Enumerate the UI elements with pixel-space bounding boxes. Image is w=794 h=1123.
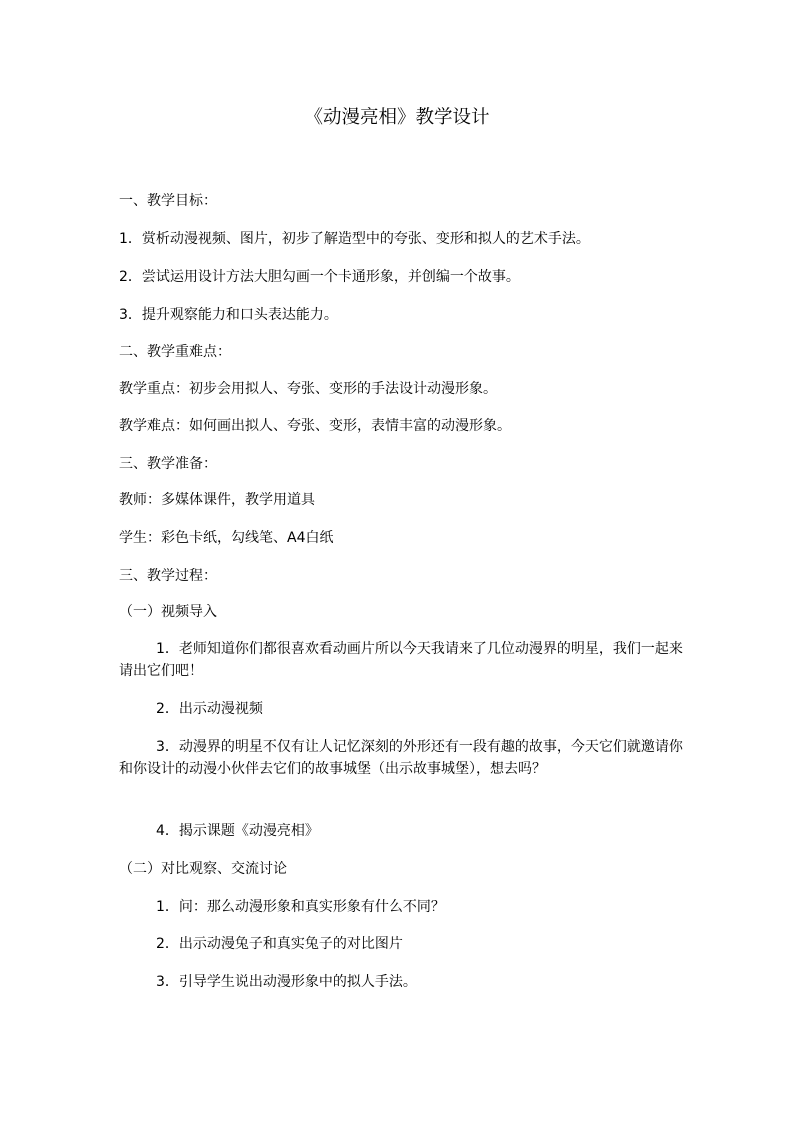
preparation-heading: 三、教学准备： (119, 456, 217, 472)
objective-item-1: 1．赏析动漫视频、图片，初步了解造型中的夸张、变形和拟人的艺术手法。 (119, 231, 590, 247)
key-point: 教学重点：初步会用拟人、夸张、变形的手法设计动漫形象。 (119, 381, 497, 397)
difficult-point: 教学难点：如何画出拟人、夸张、变形，表情丰富的动漫形象。 (119, 418, 511, 434)
part2-item-1: 1．问：那么动漫形象和真实形象有什么不同？ (156, 899, 445, 915)
part1-item-3: 3．动漫界的明星不仅有让人记忆深刻的外形还有一段有趣的故事，今天它们就邀请你和你设计的动漫小伙伴去它们的故事城堡（出示故事城堡），想去吗？ (119, 739, 683, 777)
document-title: 《动漫亮相》教学设计 (304, 107, 490, 128)
part2-item-2: 2．出示动漫兔子和真实兔子的对比图片 (156, 936, 403, 952)
process-heading: 三、教学过程： (119, 568, 217, 584)
part1-item-1: 1．老师知道你们都很喜欢看动画片所以今天我请来了几位动漫界的明星，我们一起来请出它们吧！ (119, 641, 683, 679)
objective-item-2: 2．尝试运用设计方法大胆勾画一个卡通形象，并创编一个故事。 (119, 269, 520, 285)
teacher-preparation: 教师：多媒体课件，教学用道具 (119, 492, 315, 508)
part1-heading: （一）视频导入 (119, 604, 217, 620)
part1-item-4: 4．揭示课题《动漫亮相》 (156, 823, 319, 839)
objectives-heading: 一、教学目标： (119, 193, 217, 209)
part2-item-3: 3．引导学生说出动漫形象中的拟人手法。 (156, 974, 417, 990)
objective-item-3: 3．提升观察能力和口头表达能力。 (119, 307, 338, 323)
student-preparation: 学生：彩色卡纸，勾线笔、A4白纸 (119, 530, 334, 546)
part2-heading: （二）对比观察、交流讨论 (119, 861, 287, 877)
key-points-heading: 二、教学重难点： (119, 344, 231, 360)
part1-item-2: 2．出示动漫视频 (156, 701, 263, 717)
